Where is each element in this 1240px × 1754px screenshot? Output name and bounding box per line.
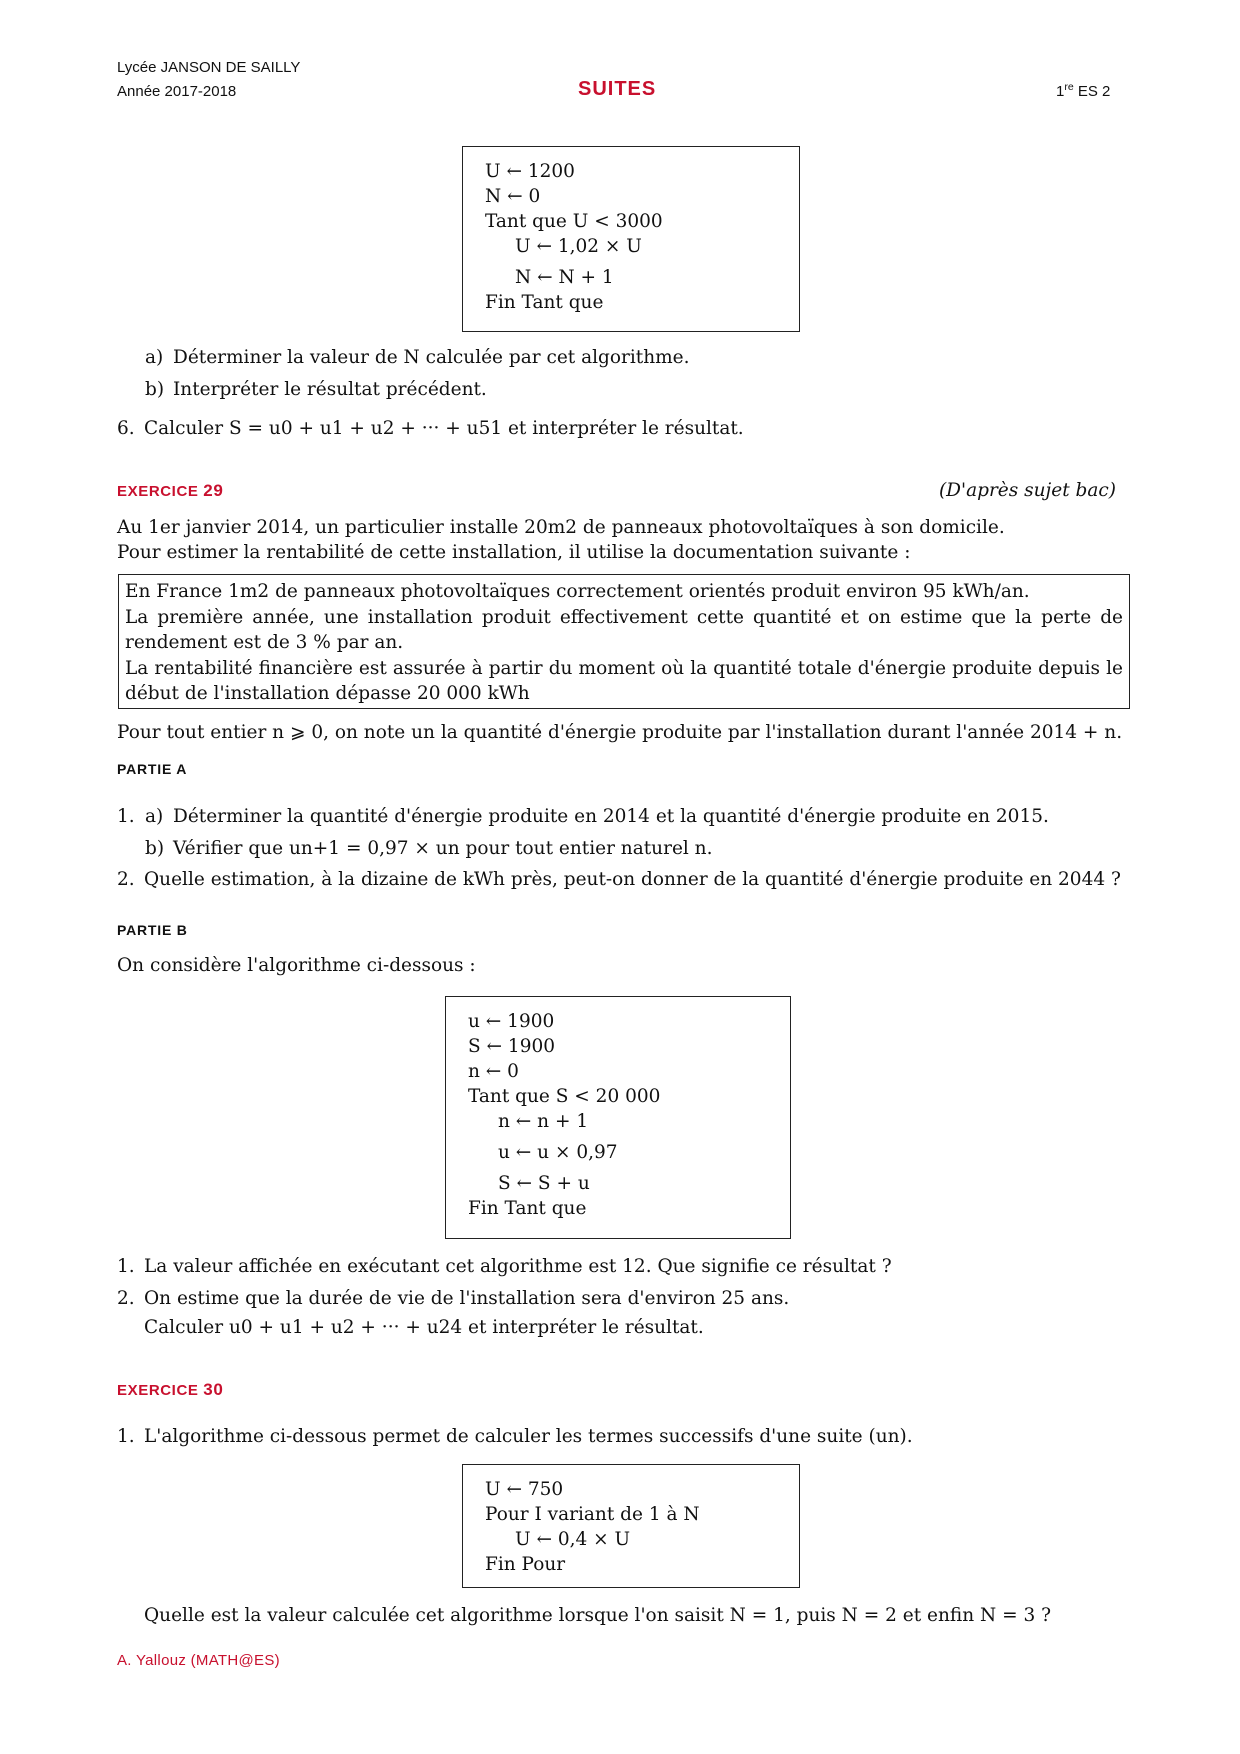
q5b-label: b) <box>145 379 165 400</box>
b1-label: 1. <box>117 1256 135 1277</box>
ex29-intro-1: Au 1er janvier 2014, un particulier installe 20m2 de panneaux photovoltaïques à son domicile. <box>117 517 1005 538</box>
algo1-line-3: Tant que U < 3000 <box>485 211 663 232</box>
a2-text: Quelle estimation, à la dizaine de kWh près, peut-on donner de la quantité d'énergie produite en 2044 ? <box>144 869 1121 890</box>
algo1-line-5: N ← N + 1 <box>515 267 614 288</box>
q5b-text: Interpréter le résultat précédent. <box>173 379 487 400</box>
algo3-line-2: Pour I variant de 1 à N <box>485 1504 700 1525</box>
partie-b-heading: PARTIE B <box>117 922 188 938</box>
exercise-29-number: 29 <box>203 481 224 500</box>
b1-text: La valeur affichée en exécutant cet algorithme est 12. Que signifie ce résultat ? <box>144 1256 892 1277</box>
documentation-box <box>118 574 1130 709</box>
header-year: Année 2017-2018 <box>117 83 237 100</box>
exercise-30-number: 30 <box>203 1380 224 1399</box>
doc-line-3: La rentabilité financière est assurée à partir du moment où la quantité totale d'énergie produite depuis le début de l'installation dépasse 20 000 kWh <box>125 657 1123 704</box>
algo2-line-2: S ← 1900 <box>468 1036 556 1057</box>
algo1-line-1: U ← 1200 <box>485 161 575 182</box>
a1-label: 1. <box>117 806 135 827</box>
exercise-29-title <box>117 481 223 501</box>
q6-text: Calculer S = u0 + u1 + u2 + ··· + u51 et interpréter le résultat. <box>144 418 744 439</box>
b2-text: On estime que la durée de vie de l'installation sera d'environ 25 ans. <box>144 1288 790 1309</box>
q6-label: 6. <box>117 418 135 439</box>
a1b-label: b) <box>145 838 165 859</box>
page-title: SUITES <box>578 78 657 100</box>
header-school: Lycée JANSON DE SAILLY <box>117 59 301 76</box>
doc-line-1: En France 1m2 de panneaux photovoltaïques correctement orientés produit environ 95 kWh/an. <box>125 581 1030 602</box>
exercise-30-title <box>117 1380 223 1400</box>
ex29-intro-2: Pour estimer la rentabilité de cette installation, il utilise la documentation suivante : <box>117 542 911 563</box>
class-superscript: re <box>1064 81 1074 93</box>
a1a-label: a) <box>145 806 164 827</box>
b2-text-2: Calculer u0 + u1 + u2 + ··· + u24 et interpréter le résultat. <box>144 1317 704 1338</box>
algo2-line-3: n ← 0 <box>468 1061 519 1082</box>
ex30-q1-text: L'algorithme ci-dessous permet de calculer les termes successifs d'une suite (un). <box>144 1426 913 1447</box>
algo2-line-6: u ← u × 0,97 <box>498 1142 618 1163</box>
exercise-29-source: (D'après sujet bac) <box>938 480 1116 501</box>
algo2-line-8: Fin Tant que <box>468 1198 587 1219</box>
algo3-line-1: U ← 750 <box>485 1479 564 1500</box>
algorithm-box-3 <box>462 1464 800 1588</box>
algo3-line-3: U ← 0,4 × U <box>515 1529 631 1550</box>
algorithm-box-1 <box>462 146 800 332</box>
ex30-question: Quelle est la valeur calculée cet algorithme lorsque l'on saisit N = 1, puis N = 2 et enfin N = 3 ? <box>144 1605 1052 1626</box>
a1b-text: Vérifier que un+1 = 0,97 × un pour tout entier naturel n. <box>173 838 713 859</box>
algo2-line-7: S ← S + u <box>498 1173 590 1194</box>
algo1-line-6: Fin Tant que <box>485 292 604 313</box>
class-number: 1 <box>1056 83 1065 100</box>
doc-line-2: La première année, une installation produit effectivement cette quantité et on estime que la perte de rendement est de 3 % par an. <box>125 606 1123 653</box>
b2-label: 2. <box>117 1288 135 1309</box>
partie-b-intro: On considère l'algorithme ci-dessous : <box>117 955 476 976</box>
algo2-line-4: Tant que S < 20 000 <box>468 1086 661 1107</box>
ex29-notation: Pour tout entier n ⩾ 0, on note un la quantité d'énergie produite par l'installation durant l'année 2014 + n. <box>117 722 1123 743</box>
ex30-q1-label: 1. <box>117 1426 135 1447</box>
algorithm-box-2 <box>445 996 791 1239</box>
algo1-line-4: U ← 1,02 × U <box>515 236 642 257</box>
exercise-30-label: EXERCICE <box>117 1382 199 1399</box>
a2-label: 2. <box>117 869 135 890</box>
algo3-line-4: Fin Pour <box>485 1554 566 1575</box>
algo2-line-5: n ← n + 1 <box>498 1111 589 1132</box>
footer-author: A. Yallouz (MATH@ES) <box>117 1652 280 1669</box>
exercise-29-label: EXERCICE <box>117 483 199 500</box>
class-name: ES 2 <box>1077 83 1111 100</box>
algo2-line-1: u ← 1900 <box>468 1011 555 1032</box>
a1a-text: Déterminer la quantité d'énergie produite en 2014 et la quantité d'énergie produite en 2015. <box>173 806 1049 827</box>
partie-a-heading: PARTIE A <box>117 761 188 777</box>
header-class <box>1056 82 1110 102</box>
algo1-line-2: N ← 0 <box>485 186 541 207</box>
q5a-text: Déterminer la valeur de N calculée par cet algorithme. <box>173 347 690 368</box>
q5a-label: a) <box>145 347 164 368</box>
